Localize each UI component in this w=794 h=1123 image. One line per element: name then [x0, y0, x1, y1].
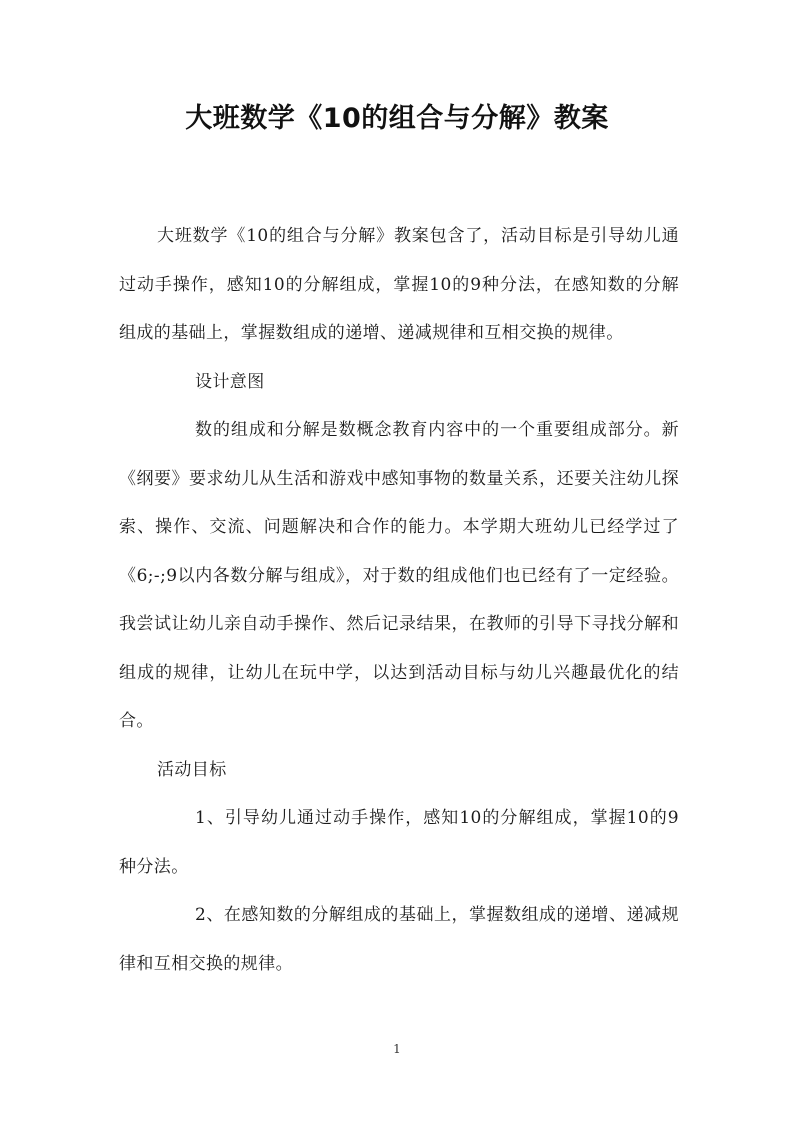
intro-paragraph: 大班数学《10的组合与分解》教案包含了，活动目标是引导幼儿通过动手操作，感知10的分解组成，掌握10的9种分法，在感知数的分解组成的基础上，掌握数组成的递增、递减规律和互相交换的规律。 [119, 226, 679, 343]
design-paragraph: 数的组成和分解是数概念教育内容中的一个重要组成部分。新《纲要》要求幼儿从生活和游戏中感知事物的数量关系，还要关注幼儿探索、操作、交流、问题解决和合作的能力。本学期大班幼儿已经学过了《6;-;9以内各数分解与组成》，对于数的组成他们也已经有了一定经验。我尝试让幼儿亲自动手操作、然后记录结果，在教师的引导下寻找分解和组成的规律，让幼儿在玩中学，以达到活动目标与幼儿兴趣最优化的结合。 [119, 420, 679, 731]
goal-item-2: 2、在感知数的分解组成的基础上，掌握数组成的递增、递减规律和互相交换的规律。 [119, 905, 679, 974]
document-body [119, 212, 679, 988]
section-heading-goals: 活动目标 [157, 759, 227, 780]
goal-item-1: 1、引导幼儿通过动手操作，感知10的分解组成，掌握10的9种分法。 [119, 808, 679, 877]
page-title: 大班数学《10的组合与分解》教案 [185, 103, 609, 134]
page-number: 1 [393, 1042, 401, 1056]
section-heading-design: 设计意图 [195, 371, 265, 392]
